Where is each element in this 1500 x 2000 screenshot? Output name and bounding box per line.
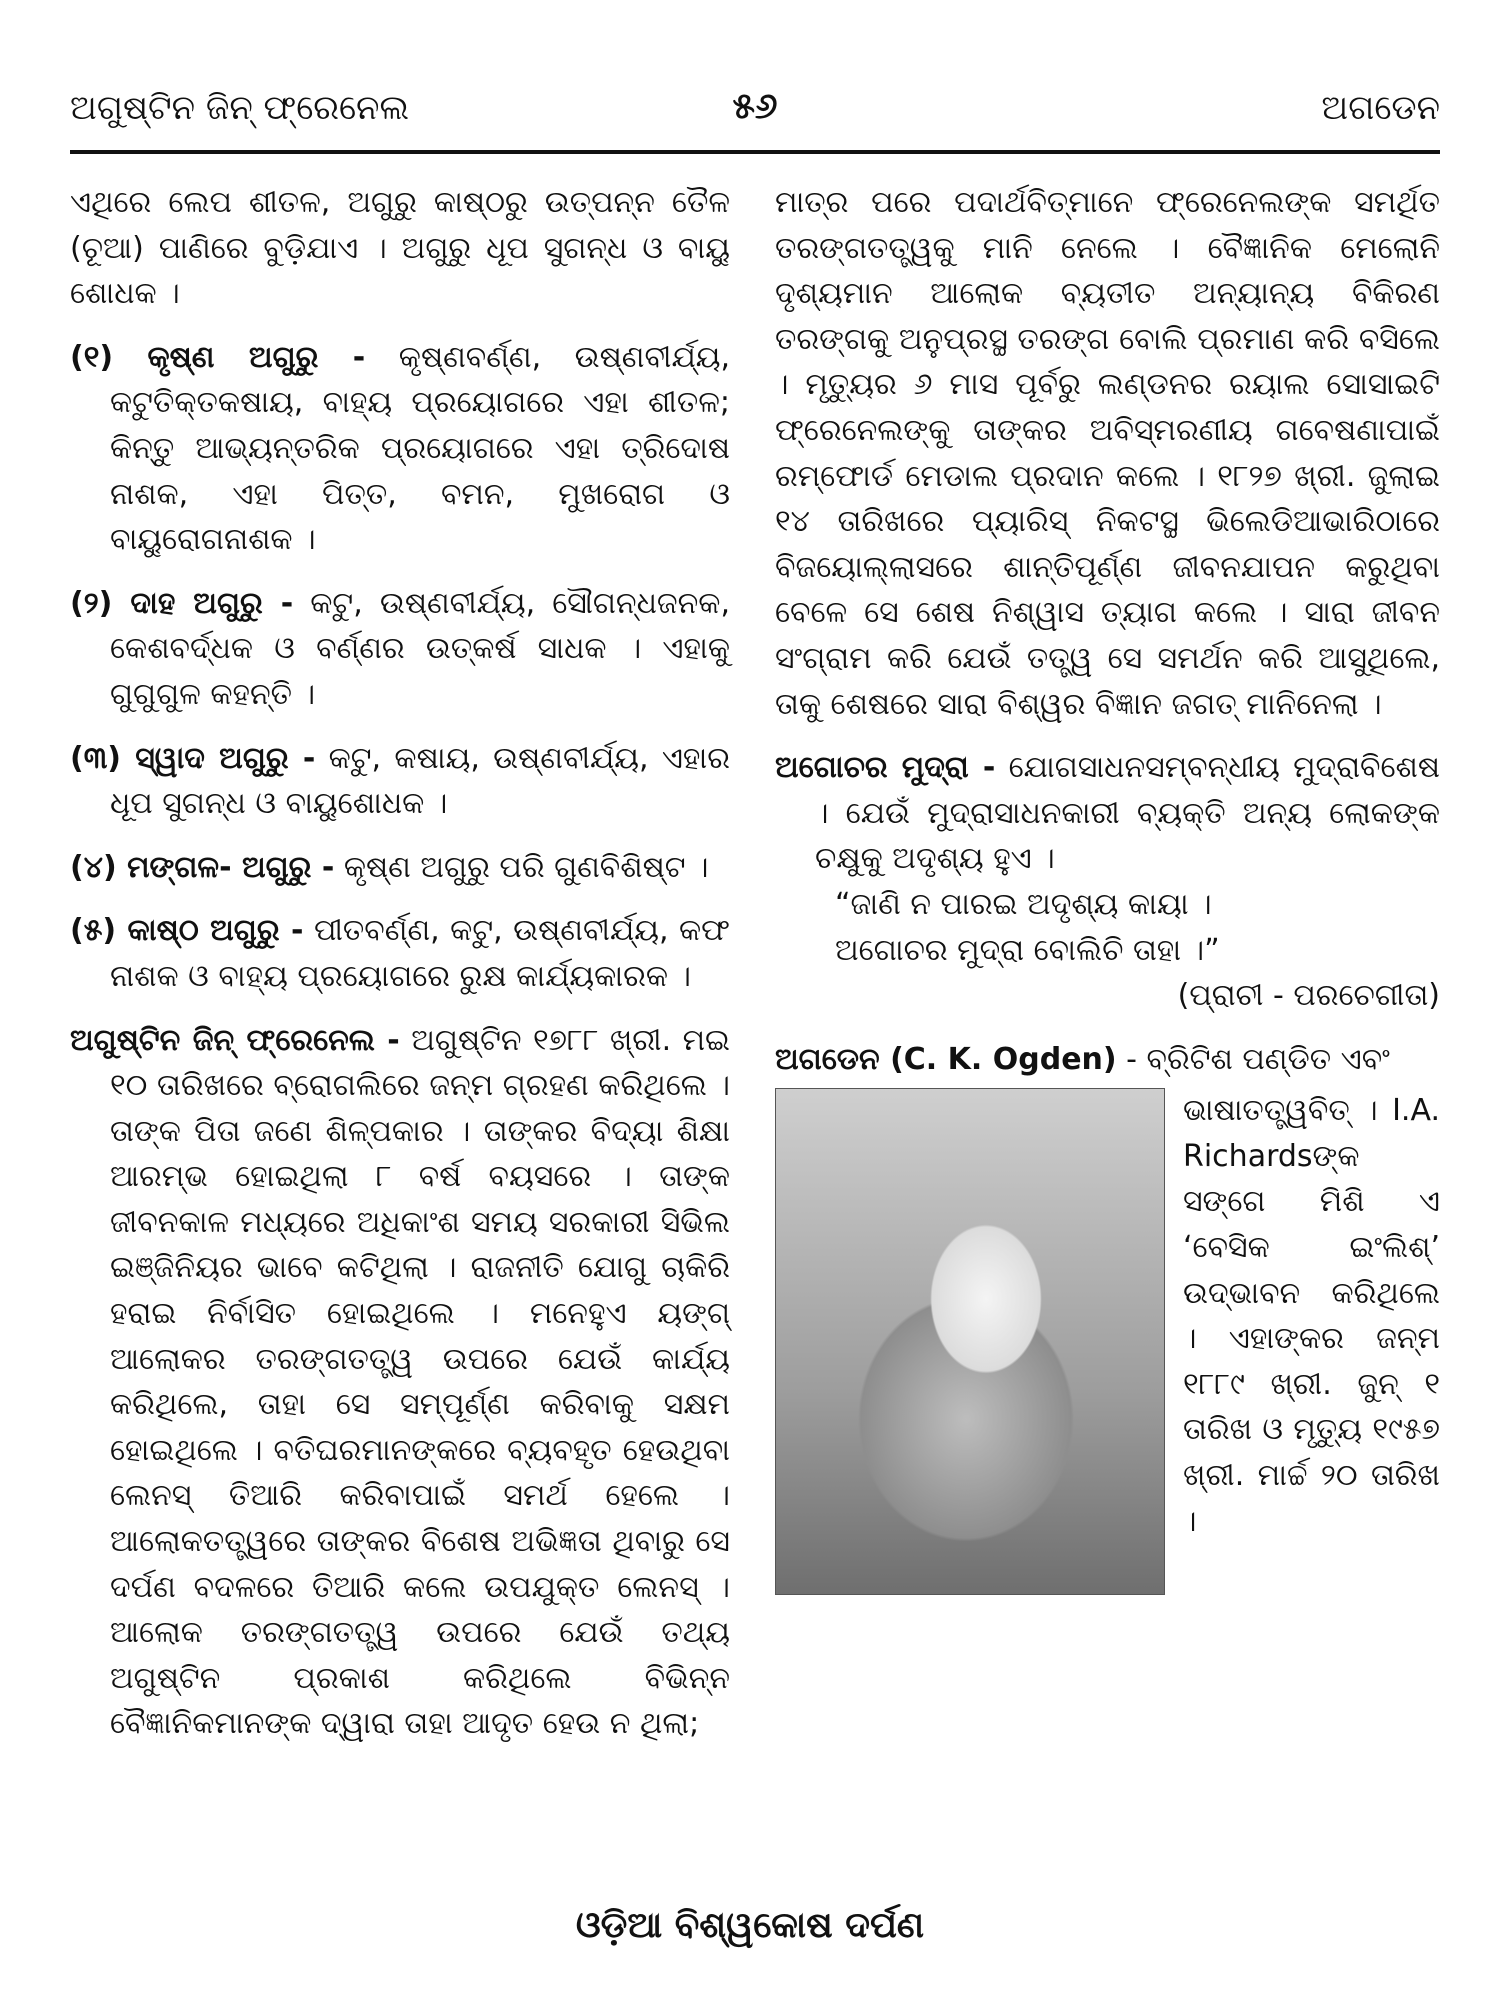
item-head: (୩) ସ୍ୱାଦ ଅଗୁରୁ - xyxy=(70,740,316,776)
item-head: (୧) କୃଷ୍ଣ ଅଗୁରୁ - xyxy=(70,339,366,375)
item-head: (୨) ଦାହ ଅଗୁରୁ - xyxy=(70,585,294,621)
page-footer: ଓଡ଼ିଆ ବିଶ୍ୱକୋଷ ଦର୍ପଣ xyxy=(575,1905,925,1946)
running-head-right: ଅଗଡେନ xyxy=(1321,88,1440,128)
entry-headword: ଅଗୋଚର ମୁଦ୍ରା - xyxy=(775,750,996,786)
agaru-item-2 xyxy=(70,581,730,718)
item-text: କୃଷ୍ଣବର୍ଣ୍ଣ, ଉଷ୍ଣବୀର୍ଯ୍ୟ, କଟୁତିକ୍ତକଷାୟ, ବାହ୍ୟ ପ୍ରୟୋଗରେ ଏହା ଶୀତଳ; କିନ୍ତୁ ଆଭ୍ୟନ୍ତରିକ ପ୍ରୟୋଗରେ ଏହା ତ୍ରିଦୋଷ ନାଶକ, ଏହା ପିତ୍ତ, ବମନ, ମୁଖରୋଗ ଓ ବାୟୁରୋଗନାଶକ । xyxy=(110,339,730,558)
quote-source: (ପ୍ରାଚୀ - ପରଚେଗୀତା) xyxy=(1177,978,1440,1014)
ogden-figure-row xyxy=(775,1088,1440,1544)
fresnel-entry-continued: ମାତ୍ର ପରେ ପଦାର୍ଥବିତ୍‌ମାନେ ଫ୍ରେନେଲଙ୍କ ସମର୍ଥିତ ତରଙ୍ଗତତ୍ତ୍ୱକୁ ମାନି ନେଲେ । ବୈଜ୍ଞାନିକ ମେଲୋନି ଦୃଶ୍ୟମାନ ଆଲୋକ ବ୍ୟତୀତ ଅନ୍ୟାନ୍ୟ ବିକିରଣ ତରଙ୍ଗକୁ ଅନୁପ୍ରସ୍ଥ ତରଙ୍ଗ ବୋଲି ପ୍ରମାଣ କରି ବସିଲେ । ମୃତ୍ୟୁର ୬ ମାସ ପୂର୍ବରୁ ଲଣ୍ଡନର ରୟାଲ ସୋସାଇଟି ଫ୍ରେନେଲଙ୍କୁ ତାଙ୍କର ଅବିସ୍ମରଣୀୟ ଗବେଷଣାପାଇଁ ରମ୍‌ଫୋର୍ଡ ମେଡାଲ ପ୍ରଦାନ କଲେ । ୧୮୨୭ ଖ୍ରୀ. ଜୁଲାଇ ୧୪ ତାରିଖରେ ପ୍ୟାରିସ୍ ନିକଟସ୍ଥ ଭିଲେଡିଆଭାରିଠାରେ ବିଜୟୋଲ୍ଲାସରେ ଶାନ୍ତିପୂର୍ଣ୍ଣ ଜୀବନଯାପନ କରୁଥିବା ବେଳେ ସେ ଶେଷ ନିଶ୍ୱାସ ତ୍ୟାଗ କଲେ । ସାରା ଜୀବନ ସଂଗ୍ରାମ କରି ଯେଉଁ ତତ୍ତ୍ୱ ସେ ସମର୍ଥନ କରି ଆସୁଥିଲେ, ତାକୁ ଶେଷରେ ସାରା ବିଶ୍ୱର ବିଜ୍ଞାନ ଜଗତ୍ ମାନିନେଲା । xyxy=(775,185,1440,722)
ogden-entry-body: ଭାଷାତତ୍ତ୍ୱବିତ୍ । I.A. Richardsଙ୍କ ସଙ୍ଗେ ମିଶି ଏ ‘ବେସିକ ଇଂଲିଶ୍’ ଉଦ୍ଭାବନ କରିଥିଲେ । ଏହାଙ୍କର ଜନ୍ମ ୧୮୮୯ ଖ୍ରୀ. ଜୁନ୍ ୧ ତାରିଖ ଓ ମୃତ୍ୟୁ ୧୯୫୭ ଖ୍ରୀ. ମାର୍ଚ୍ଚ ୨୦ ତାରିଖ । xyxy=(1183,1093,1440,1539)
item-text: ପୀତବର୍ଣ୍ଣ, କଟୁ, ଉଷ୍ଣବୀର୍ଯ୍ୟ, କଫ ନାଶକ ଓ ବାହ୍ୟ ପ୍ରୟୋଗରେ ରୁକ୍ଷ କାର୍ଯ୍ୟକାରକ । xyxy=(110,913,730,994)
ogden-portrait-photo xyxy=(775,1088,1165,1595)
quote-line-2: ଅଗୋଚର ମୁଦ୍ରା ବୋଲିଚି ତାହା ।” xyxy=(835,932,1220,968)
item-text: କୃଷ୍ଣ ଅଗୁରୁ ପରି ଗୁଣବିଶିଷ୍ଟ । xyxy=(334,849,709,885)
fresnel-entry xyxy=(70,1018,730,1748)
ogden-entry-head xyxy=(775,1037,1440,1083)
quote-line-1: “ଜାଣି ନ ପାରଇ ଅଦୃଶ୍ୟ କାୟା । xyxy=(835,886,1212,922)
entry-headword: ଅଗଡେନ (C. K. Ogden) xyxy=(775,1041,1117,1077)
intro-paragraph: ଏଥିରେ ଲେପ ଶୀତଳ, ଅଗୁରୁ କାଷ୍ଠରୁ ଉତ୍ପନ୍ନ ତୈଳ (ଚୂଆ) ପାଣିରେ ବୁଡ଼ିଯାଏ । ଅଗୁରୁ ଧୂପ ସୁଗନ୍ଧ ଓ ବାୟୁ ଶୋଧକ । xyxy=(70,185,730,312)
page-number: ୫୬ xyxy=(732,86,778,127)
entry-body: ଯୋଗସାଧନସମ୍ବନ୍ଧୀୟ ମୁଦ୍ରାବିଶେଷ । ଯେଉଁ ମୁଦ୍ରାସାଧନକାରୀ ବ୍ୟକ୍ତି ଅନ୍ୟ ଲୋକଙ୍କ ଚକ୍ଷୁକୁ ଅଦୃଶ୍ୟ ହୁଏ । xyxy=(815,750,1441,877)
agaru-item-4 xyxy=(70,845,730,891)
item-text: କଟୁ, ଉଷ୍ଣବୀର୍ଯ୍ୟ, ସୌଗନ୍ଧଜନକ, କେଶବର୍ଦ୍ଧକ ଓ ବର୍ଣ୍ଣର ଉତ୍କର୍ଷ ସାଧକ । ଏହାକୁ ଗୁଗୁଗୁଳ କହନ୍ତି । xyxy=(110,585,730,712)
item-text: କଟୁ, କଷାୟ, ଉଷ୍ଣବୀର୍ଯ୍ୟ, ଏହାର ଧୂପ ସୁଗନ୍ଧ ଓ ବାୟୁଶୋଧକ । xyxy=(110,740,730,822)
agaru-item-5 xyxy=(70,908,730,999)
running-head-left: ଅଗୁଷ୍ଟିନ ଜିନ୍ ଫ୍ରେନେଲ xyxy=(70,88,410,128)
right-column xyxy=(775,180,1440,1544)
entry-body: ଅଗୁଷ୍ଟିନ ୧୭୮୮ ଖ୍ରୀ. ମଇ ୧୦ ତାରିଖରେ ବ୍ରୋଗଲିରେ ଜନ୍ମ ଗ୍ରହଣ କରିଥିଲେ । ତାଙ୍କ ପିତା ଜଣେ ଶିଳ୍ପକାର । ତାଙ୍କର ବିଦ୍ୟା ଶିକ୍ଷା ଆରମ୍ଭ ହୋଇଥିଲା ୮ ବର୍ଷ ବୟସରେ । ତାଙ୍କ ଜୀବନକାଳ ମଧ୍ୟରେ ଅଧିକାଂଶ ସମୟ ସରକାରୀ ସିଭିଲ ଇଞ୍ଜିନିୟର ଭାବେ କଟିଥିଲା । ରାଜନୀତି ଯୋଗୁ ଚାକିରି ହରାଇ ନିର୍ବାସିତ ହୋଇଥିଲେ । ମନେହୁଏ ୟଙ୍ଗ୍ ଆଲୋକର ତରଙ୍ଗତତ୍ତ୍ୱ ଉପରେ ଯେଉଁ କାର୍ଯ୍ୟ କରିଥିଲେ, ତାହା ସେ ସମ୍ପୂର୍ଣ୍ଣ କରିବାକୁ ସକ୍ଷମ ହୋଇଥିଲେ । ବତିଘରମାନଙ୍କରେ ବ୍ୟବହୃତ ହେଉଥିବା ଲେନସ୍ ତିଆରି କରିବାପାଇଁ ସମର୍ଥ ହେଲେ । ଆଲୋକତତ୍ତ୍ୱରେ ତାଙ୍କର ବିଶେଷ ଅଭିଜ୍ଞତା ଥିବାରୁ ସେ ଦର୍ପଣ ବଦଳରେ ତିଆରି କଲେ ଉପଯୁକ୍ତ ଲେନସ୍ । ଆଲୋକ ତରଙ୍ଗତତ୍ତ୍ୱ ଉପରେ ଯେଉଁ ତଥ୍ୟ ଅଗୁଷ୍ଟିନ ପ୍ରକାଶ କରିଥିଲେ ବିଭିନ୍ନ ବୈଜ୍ଞାନିକମାନଙ୍କ ଦ୍ୱାରା ତାହା ଆଦୃତ ହେଉ ନ ଥିଲା; xyxy=(110,1022,731,1742)
item-head: (୫) କାଷ୍ଠ ଅଗୁରୁ - xyxy=(70,913,304,949)
entry-headword: ଅଗୁଷ୍ଟିନ ଜିନ୍ ଫ୍ରେନେଲ - xyxy=(70,1022,400,1058)
left-column xyxy=(70,180,730,1747)
ogden-entry-body-wrap xyxy=(1183,1088,1440,1544)
item-head: (୪) ମଙ୍ଗଳ- ଅଗୁରୁ - xyxy=(70,849,335,885)
agochara-mudra-entry xyxy=(775,745,1440,882)
agaru-item-1 xyxy=(70,335,730,563)
agaru-item-3 xyxy=(70,736,730,827)
header-rule xyxy=(70,150,1440,154)
entry-dash-text: - ବ୍ରିଟିଶ ପଣ୍ଡିତ ଏବଂ xyxy=(1116,1041,1390,1077)
page-header xyxy=(70,88,1440,148)
